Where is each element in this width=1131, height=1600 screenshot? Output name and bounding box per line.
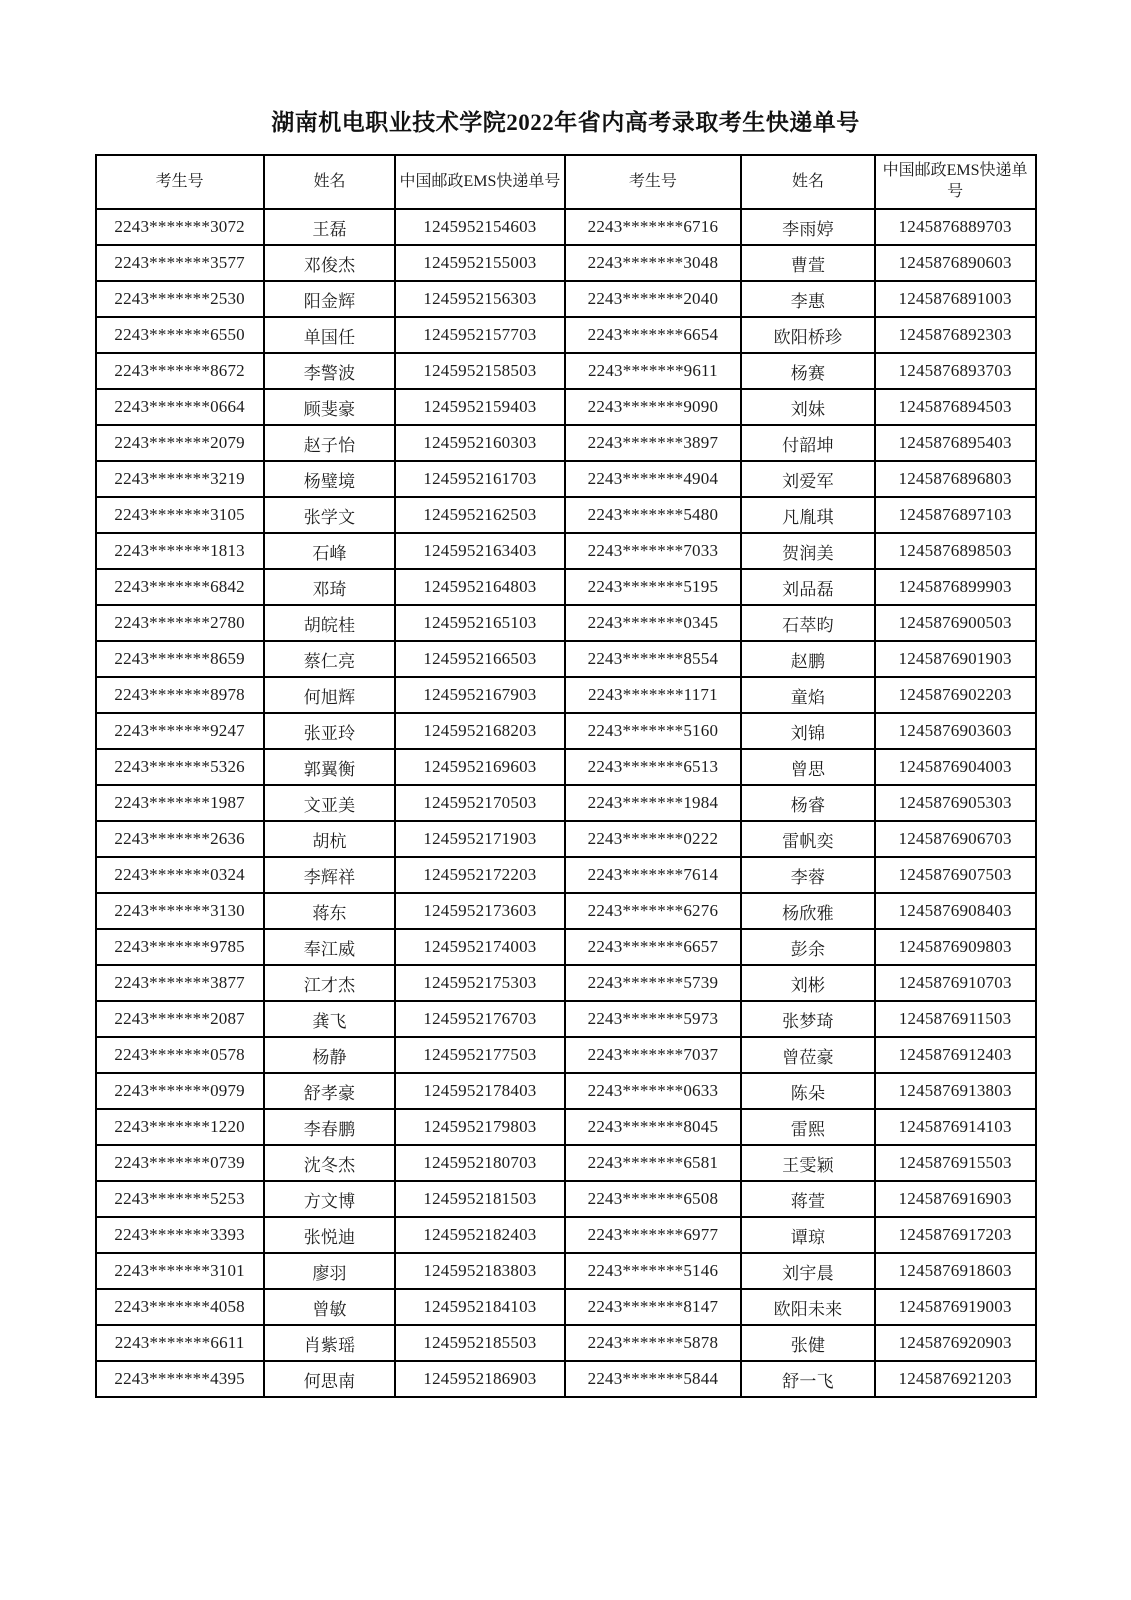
ems-no-cell: 1245952169603: [395, 749, 564, 785]
candidate-no-cell: 2243*******7614: [565, 857, 742, 893]
ems-no-cell: 1245952155003: [395, 245, 564, 281]
candidate-no-cell: 2243*******9090: [565, 389, 742, 425]
name-cell: 欧阳桥珍: [741, 317, 874, 353]
name-cell: 胡杭: [264, 821, 396, 857]
candidate-no-cell: 2243*******1220: [96, 1109, 264, 1145]
header-ems-no-right: 中国邮政EMS快递单号: [875, 155, 1036, 209]
ems-no-cell: 1245952177503: [395, 1037, 564, 1073]
table-row: [96, 1037, 1036, 1073]
ems-no-cell: 1245952162503: [395, 497, 564, 533]
name-cell: 杨睿: [741, 785, 874, 821]
table-body: [96, 209, 1036, 1397]
name-cell: 何思南: [264, 1361, 396, 1397]
candidate-no-cell: 2243*******6581: [565, 1145, 742, 1181]
ems-no-cell: 1245952163403: [395, 533, 564, 569]
ems-no-cell: 1245876911503: [875, 1001, 1036, 1037]
ems-no-cell: 1245952170503: [395, 785, 564, 821]
name-cell: 曾莅豪: [741, 1037, 874, 1073]
ems-no-cell: 1245952185503: [395, 1325, 564, 1361]
table-row: [96, 497, 1036, 533]
ems-no-cell: 1245952161703: [395, 461, 564, 497]
table-row: [96, 857, 1036, 893]
ems-no-cell: 1245876901903: [875, 641, 1036, 677]
table-row: [96, 821, 1036, 857]
name-cell: 石峰: [264, 533, 396, 569]
name-cell: 阳金辉: [264, 281, 396, 317]
candidate-no-cell: 2243*******6508: [565, 1181, 742, 1217]
candidate-no-cell: 2243*******3897: [565, 425, 742, 461]
name-cell: 蒋东: [264, 893, 396, 929]
ems-no-cell: 1245952154603: [395, 209, 564, 245]
name-cell: 石萃昀: [741, 605, 874, 641]
candidate-no-cell: 2243*******5878: [565, 1325, 742, 1361]
ems-no-cell: 1245876903603: [875, 713, 1036, 749]
candidate-no-cell: 2243*******4058: [96, 1289, 264, 1325]
name-cell: 李警波: [264, 353, 396, 389]
candidate-no-cell: 2243*******3577: [96, 245, 264, 281]
name-cell: 杨欣雅: [741, 893, 874, 929]
candidate-no-cell: 2243*******6654: [565, 317, 742, 353]
ems-no-cell: 1245952165103: [395, 605, 564, 641]
name-cell: 王磊: [264, 209, 396, 245]
ems-no-cell: 1245876897103: [875, 497, 1036, 533]
table-row: [96, 1325, 1036, 1361]
table-row: [96, 677, 1036, 713]
ems-no-cell: 1245876893703: [875, 353, 1036, 389]
name-cell: 顾斐豪: [264, 389, 396, 425]
header-candidate-no-left: 考生号: [96, 155, 264, 209]
name-cell: 童焰: [741, 677, 874, 713]
ems-no-cell: 1245876907503: [875, 857, 1036, 893]
ems-no-cell: 1245952172203: [395, 857, 564, 893]
name-cell: 赵子怡: [264, 425, 396, 461]
candidate-no-cell: 2243*******3877: [96, 965, 264, 1001]
ems-no-cell: 1245876904003: [875, 749, 1036, 785]
candidate-no-cell: 2243*******0345: [565, 605, 742, 641]
ems-no-cell: 1245876909803: [875, 929, 1036, 965]
candidate-no-cell: 2243*******5146: [565, 1253, 742, 1289]
candidate-no-cell: 2243*******8672: [96, 353, 264, 389]
table-row: [96, 425, 1036, 461]
candidate-no-cell: 2243*******0739: [96, 1145, 264, 1181]
name-cell: 李蓉: [741, 857, 874, 893]
candidate-no-cell: 2243*******3072: [96, 209, 264, 245]
name-cell: 舒孝豪: [264, 1073, 396, 1109]
candidate-no-cell: 2243*******0664: [96, 389, 264, 425]
ems-no-cell: 1245952160303: [395, 425, 564, 461]
table-row: [96, 1145, 1036, 1181]
ems-no-cell: 1245952186903: [395, 1361, 564, 1397]
candidate-no-cell: 2243*******6550: [96, 317, 264, 353]
name-cell: 李辉祥: [264, 857, 396, 893]
ems-no-cell: 1245876917203: [875, 1217, 1036, 1253]
candidate-no-cell: 2243*******2040: [565, 281, 742, 317]
ems-no-cell: 1245876908403: [875, 893, 1036, 929]
ems-no-cell: 1245876919003: [875, 1289, 1036, 1325]
candidate-no-cell: 2243*******8045: [565, 1109, 742, 1145]
table-row: [96, 1253, 1036, 1289]
candidate-no-cell: 2243*******7033: [565, 533, 742, 569]
ems-no-cell: 1245952183803: [395, 1253, 564, 1289]
table-row: [96, 569, 1036, 605]
candidate-no-cell: 2243*******7037: [565, 1037, 742, 1073]
candidate-no-cell: 2243*******8147: [565, 1289, 742, 1325]
ems-no-cell: 1245952179803: [395, 1109, 564, 1145]
name-cell: 刘品磊: [741, 569, 874, 605]
candidate-no-cell: 2243*******0324: [96, 857, 264, 893]
ems-no-cell: 1245876890603: [875, 245, 1036, 281]
name-cell: 张悦迪: [264, 1217, 396, 1253]
candidate-no-cell: 2243*******2079: [96, 425, 264, 461]
candidate-no-cell: 2243*******5844: [565, 1361, 742, 1397]
name-cell: 李雨婷: [741, 209, 874, 245]
ems-no-cell: 1245876900503: [875, 605, 1036, 641]
name-cell: 曹萱: [741, 245, 874, 281]
candidate-no-cell: 2243*******3219: [96, 461, 264, 497]
name-cell: 彭余: [741, 929, 874, 965]
table-row: [96, 1001, 1036, 1037]
candidate-no-cell: 2243*******6513: [565, 749, 742, 785]
name-cell: 刘爱军: [741, 461, 874, 497]
name-cell: 张梦琦: [741, 1001, 874, 1037]
candidate-no-cell: 2243*******5253: [96, 1181, 264, 1217]
ems-no-cell: 1245952157703: [395, 317, 564, 353]
name-cell: 凡胤琪: [741, 497, 874, 533]
candidate-no-cell: 2243*******1813: [96, 533, 264, 569]
ems-no-cell: 1245952166503: [395, 641, 564, 677]
name-cell: 张健: [741, 1325, 874, 1361]
candidate-no-cell: 2243*******6977: [565, 1217, 742, 1253]
candidate-no-cell: 2243*******0222: [565, 821, 742, 857]
name-cell: 奉江威: [264, 929, 396, 965]
candidate-no-cell: 2243*******6842: [96, 569, 264, 605]
table-row: [96, 1289, 1036, 1325]
ems-no-cell: 1245876898503: [875, 533, 1036, 569]
name-cell: 付韶坤: [741, 425, 874, 461]
name-cell: 赵鹏: [741, 641, 874, 677]
name-cell: 雷帆奕: [741, 821, 874, 857]
candidate-no-cell: 2243*******9247: [96, 713, 264, 749]
name-cell: 舒一飞: [741, 1361, 874, 1397]
candidate-no-cell: 2243*******6276: [565, 893, 742, 929]
header-name-left: 姓名: [264, 155, 396, 209]
candidate-no-cell: 2243*******2636: [96, 821, 264, 857]
ems-no-cell: 1245876910703: [875, 965, 1036, 1001]
candidate-no-cell: 2243*******5195: [565, 569, 742, 605]
table-row: [96, 1073, 1036, 1109]
name-cell: 胡皖桂: [264, 605, 396, 641]
candidate-no-cell: 2243*******3105: [96, 497, 264, 533]
ems-no-cell: 1245876920903: [875, 1325, 1036, 1361]
table-row: [96, 641, 1036, 677]
ems-no-cell: 1245952175303: [395, 965, 564, 1001]
table-header-row: [96, 155, 1036, 209]
name-cell: 江才杰: [264, 965, 396, 1001]
candidate-no-cell: 2243*******6611: [96, 1325, 264, 1361]
name-cell: 郭翼衡: [264, 749, 396, 785]
name-cell: 蒋萱: [741, 1181, 874, 1217]
candidate-no-cell: 2243*******5480: [565, 497, 742, 533]
ems-no-cell: 1245876918603: [875, 1253, 1036, 1289]
ems-no-cell: 1245876906703: [875, 821, 1036, 857]
table-row: [96, 1361, 1036, 1397]
ems-no-cell: 1245876896803: [875, 461, 1036, 497]
table-row: [96, 533, 1036, 569]
ems-no-cell: 1245952174003: [395, 929, 564, 965]
ems-no-cell: 1245952168203: [395, 713, 564, 749]
name-cell: 杨赛: [741, 353, 874, 389]
candidate-no-cell: 2243*******8659: [96, 641, 264, 677]
candidate-no-cell: 2243*******3130: [96, 893, 264, 929]
table-row: [96, 209, 1036, 245]
ems-no-cell: 1245952181503: [395, 1181, 564, 1217]
candidate-no-cell: 2243*******2530: [96, 281, 264, 317]
name-cell: 杨静: [264, 1037, 396, 1073]
candidate-no-cell: 2243*******2087: [96, 1001, 264, 1037]
candidate-no-cell: 2243*******9785: [96, 929, 264, 965]
table-row: [96, 605, 1036, 641]
name-cell: 王雯颖: [741, 1145, 874, 1181]
name-cell: 蔡仁亮: [264, 641, 396, 677]
name-cell: 谭琼: [741, 1217, 874, 1253]
ems-no-cell: 1245952159403: [395, 389, 564, 425]
table-row: [96, 389, 1036, 425]
name-cell: 单国任: [264, 317, 396, 353]
candidate-no-cell: 2243*******6657: [565, 929, 742, 965]
candidate-no-cell: 2243*******0979: [96, 1073, 264, 1109]
header-ems-no-left: 中国邮政EMS快递单号: [395, 155, 564, 209]
candidate-no-cell: 2243*******8978: [96, 677, 264, 713]
table-row: [96, 353, 1036, 389]
candidate-no-cell: 2243*******1171: [565, 677, 742, 713]
ems-no-cell: 1245876889703: [875, 209, 1036, 245]
ems-no-cell: 1245876902203: [875, 677, 1036, 713]
candidate-no-cell: 2243*******1987: [96, 785, 264, 821]
table-row: [96, 893, 1036, 929]
name-cell: 雷熙: [741, 1109, 874, 1145]
candidate-no-cell: 2243*******4395: [96, 1361, 264, 1397]
ems-no-cell: 1245876905303: [875, 785, 1036, 821]
name-cell: 曾思: [741, 749, 874, 785]
header-candidate-no-right: 考生号: [565, 155, 742, 209]
candidate-no-cell: 2243*******5973: [565, 1001, 742, 1037]
table-row: [96, 1181, 1036, 1217]
table-row: [96, 929, 1036, 965]
ems-no-cell: 1245876914103: [875, 1109, 1036, 1145]
candidate-no-cell: 2243*******9611: [565, 353, 742, 389]
name-cell: 邓琦: [264, 569, 396, 605]
name-cell: 文亚美: [264, 785, 396, 821]
name-cell: 何旭辉: [264, 677, 396, 713]
candidate-no-cell: 2243*******1984: [565, 785, 742, 821]
name-cell: 刘锦: [741, 713, 874, 749]
candidate-no-cell: 2243*******3393: [96, 1217, 264, 1253]
ems-no-cell: 1245876921203: [875, 1361, 1036, 1397]
table-row: [96, 965, 1036, 1001]
name-cell: 方文博: [264, 1181, 396, 1217]
candidate-no-cell: 2243*******5160: [565, 713, 742, 749]
ems-no-cell: 1245876892303: [875, 317, 1036, 353]
header-name-right: 姓名: [741, 155, 874, 209]
ems-no-cell: 1245952184103: [395, 1289, 564, 1325]
ems-no-cell: 1245876912403: [875, 1037, 1036, 1073]
candidate-no-cell: 2243*******0578: [96, 1037, 264, 1073]
ems-no-cell: 1245876899903: [875, 569, 1036, 605]
name-cell: 邓俊杰: [264, 245, 396, 281]
candidate-no-cell: 2243*******4904: [565, 461, 742, 497]
name-cell: 张亚玲: [264, 713, 396, 749]
table-row: [96, 245, 1036, 281]
name-cell: 龚飞: [264, 1001, 396, 1037]
ems-no-cell: 1245952156303: [395, 281, 564, 317]
candidate-no-cell: 2243*******6716: [565, 209, 742, 245]
candidate-no-cell: 2243*******8554: [565, 641, 742, 677]
table-row: [96, 1217, 1036, 1253]
table-row: [96, 461, 1036, 497]
name-cell: 李春鹏: [264, 1109, 396, 1145]
ems-no-cell: 1245952164803: [395, 569, 564, 605]
delivery-number-table: [95, 154, 1037, 1398]
table-row: [96, 785, 1036, 821]
page-title: 湖南机电职业技术学院2022年省内高考录取考生快递单号: [271, 110, 860, 135]
name-cell: 刘妹: [741, 389, 874, 425]
table-row: [96, 749, 1036, 785]
ems-no-cell: 1245952182403: [395, 1217, 564, 1253]
name-cell: 刘彬: [741, 965, 874, 1001]
candidate-no-cell: 2243*******5326: [96, 749, 264, 785]
ems-no-cell: 1245952178403: [395, 1073, 564, 1109]
candidate-no-cell: 2243*******3048: [565, 245, 742, 281]
ems-no-cell: 1245876891003: [875, 281, 1036, 317]
name-cell: 肖紫瑶: [264, 1325, 396, 1361]
ems-no-cell: 1245876913803: [875, 1073, 1036, 1109]
name-cell: 廖羽: [264, 1253, 396, 1289]
name-cell: 欧阳未来: [741, 1289, 874, 1325]
ems-no-cell: 1245876894503: [875, 389, 1036, 425]
candidate-no-cell: 2243*******0633: [565, 1073, 742, 1109]
ems-no-cell: 1245876916903: [875, 1181, 1036, 1217]
table-row: [96, 1109, 1036, 1145]
name-cell: 沈冬杰: [264, 1145, 396, 1181]
name-cell: 陈朵: [741, 1073, 874, 1109]
ems-no-cell: 1245876915503: [875, 1145, 1036, 1181]
ems-no-cell: 1245952180703: [395, 1145, 564, 1181]
name-cell: 贺润美: [741, 533, 874, 569]
ems-no-cell: 1245952173603: [395, 893, 564, 929]
table-row: [96, 281, 1036, 317]
name-cell: 刘宇晨: [741, 1253, 874, 1289]
candidate-no-cell: 2243*******3101: [96, 1253, 264, 1289]
name-cell: 杨璧境: [264, 461, 396, 497]
name-cell: 张学文: [264, 497, 396, 533]
name-cell: 曾敏: [264, 1289, 396, 1325]
candidate-no-cell: 2243*******2780: [96, 605, 264, 641]
ems-no-cell: 1245876895403: [875, 425, 1036, 461]
ems-no-cell: 1245952167903: [395, 677, 564, 713]
ems-no-cell: 1245952171903: [395, 821, 564, 857]
ems-no-cell: 1245952158503: [395, 353, 564, 389]
table-row: [96, 317, 1036, 353]
candidate-no-cell: 2243*******5739: [565, 965, 742, 1001]
ems-no-cell: 1245952176703: [395, 1001, 564, 1037]
table-row: [96, 713, 1036, 749]
name-cell: 李惠: [741, 281, 874, 317]
